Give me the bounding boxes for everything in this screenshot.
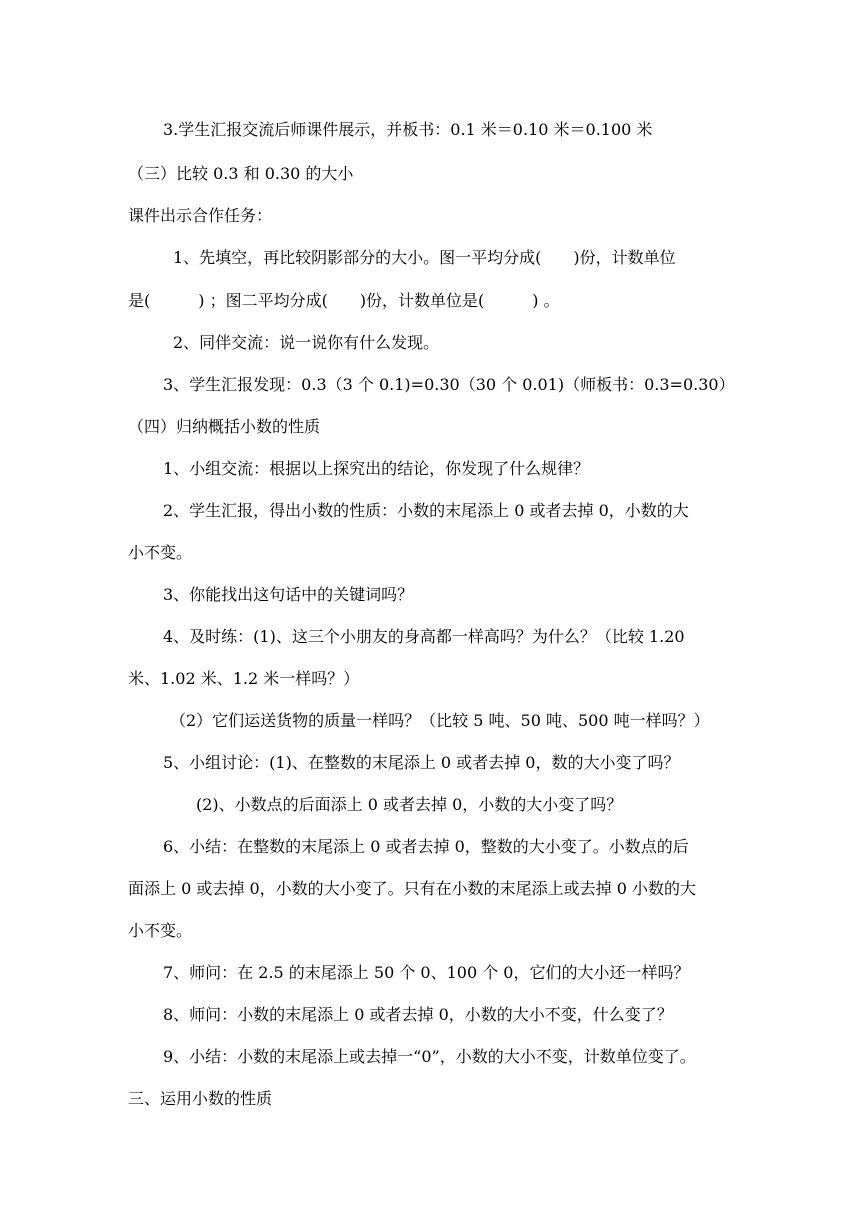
text-line-4: 1、先填空，再比较阴影部分的大小。图一平均分成( )份，计数单位 [173, 248, 676, 267]
text-line-16: 5、小组讨论：(1)、在整数的末尾添上 0 或者去掉 0，数的大小变了吗？ [163, 753, 680, 772]
text-line-10: 2、学生汇报，得出小数的性质：小数的末尾添上 0 或者去掉 0，小数的大 [163, 501, 689, 520]
text-line-21: 7、师问：在 2.5 的末尾添上 50 个 0、100 个 0，它们的大小还一样吗？ [163, 963, 690, 982]
text-line-11: 小不变。 [128, 543, 193, 562]
section-heading-4: （四）归纳概括小数的性质 [128, 417, 321, 436]
text-line-1: 3.学生汇报交流后师课件展示，并板书：0.1 米＝0.10 米＝0.100 米 [163, 120, 653, 139]
text-line-6: 2、同伴交流：说一说你有什么发现。 [173, 333, 440, 352]
section-heading-three: 三、运用小数的性质 [128, 1089, 273, 1108]
text-line-9: 1、小组交流：根据以上探究出的结论，你发现了什么规律？ [163, 459, 590, 478]
text-line-23: 9、小结：小数的末尾添上或去掉一“0”，小数的大小不变，计数单位变了。 [163, 1047, 696, 1066]
text-line-3: 课件出示合作任务： [128, 206, 273, 225]
text-line-18: 6、小结：在整数的末尾添上 0 或者去掉 0，整数的大小变了。小数点的后 [163, 837, 689, 856]
text-line-22: 8、师问：小数的末尾添上 0 或者去掉 0，小数的大小不变，什么变了？ [163, 1005, 673, 1024]
text-line-19: 面添上 0 或去掉 0，小数的大小变了。只有在小数的末尾添上或去掉 0 小数的大 [128, 879, 696, 898]
text-line-12: 3、你能找出这句话中的关键词吗？ [163, 585, 414, 604]
section-heading-3: （三）比较 0.3 和 0.30 的大小 [128, 164, 354, 183]
text-line-15: （2）它们运送货物的质量一样吗？（比较 5 吨、50 吨、500 吨一样吗？） [170, 711, 710, 730]
text-line-13: 4、及时练：(1)、这三个小朋友的身高都一样高吗？为什么？（比较 1.20 [163, 627, 685, 646]
text-line-17: (2)、小数点的后面添上 0 或者去掉 0，小数的大小变了吗？ [196, 795, 623, 814]
text-line-20: 小不变。 [128, 921, 193, 940]
text-line-14: 米、1.02 米、1.2 米一样吗？） [128, 669, 360, 688]
text-line-7: 3、学生汇报发现：0.3（3 个 0.1)=0.30（30 个 0.01)（师板书：0.3=0.30） [163, 375, 735, 394]
text-line-5: 是( ) ；图二平均分成( )份，计数单位是( ) 。 [128, 291, 560, 310]
